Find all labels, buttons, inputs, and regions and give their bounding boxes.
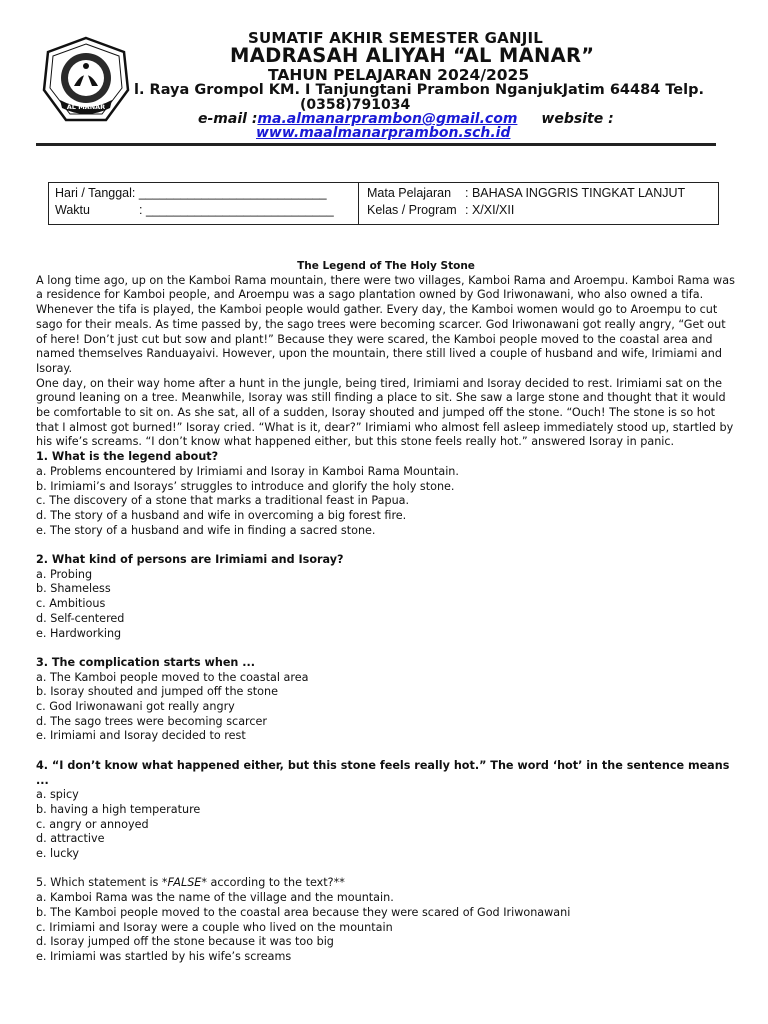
email-label: e-mail : (198, 111, 258, 127)
header-divider (36, 143, 716, 146)
date-blank: ___________________________ (138, 186, 327, 200)
date-label: Hari / Tanggal: (55, 186, 136, 200)
option: d. Isoray jumped off the stone because it was too big (36, 935, 334, 949)
website-line (256, 125, 510, 141)
option: b. Shameless (36, 582, 111, 596)
subject-label: Mata Pelajaran (367, 186, 452, 200)
email-link[interactable]: ma.almanarprambon@gmail.com (257, 111, 518, 127)
school-logo (40, 36, 132, 128)
time-blank: : ___________________________ (139, 203, 334, 217)
option: d. attractive (36, 832, 105, 846)
option: a. spicy (36, 788, 79, 802)
option: a. Kamboi Rama was the name of the village and the mountain. (36, 891, 394, 905)
option: a. The Kamboi people moved to the coastal area (36, 670, 309, 684)
class-label: Kelas / Program (367, 203, 457, 217)
question-text: 1. What is the legend about? (36, 450, 219, 464)
school-address: l. Raya Grompol KM. I Tanjungtani Prambon NganjukJatim 64484 Telp. (134, 82, 704, 98)
question-text: 3. The complication starts when ... (36, 655, 256, 669)
option: c. The discovery of a stone that marks a traditional feast in Papua. (36, 494, 410, 508)
passage-title: The Legend of The Holy Stone (297, 260, 475, 272)
question-4 (36, 759, 736, 862)
option: b. Irimiami’s and Isorays’ struggles to introduce and glorify the holy stone. (36, 479, 455, 493)
option: a. Problems encountered by Irimiami and Isoray in Kamboi Rama Mountain. (36, 464, 459, 478)
subject-value: : BAHASA INGGRIS TINGKAT LANJUT (465, 186, 686, 200)
option: b. having a high temperature (36, 802, 201, 816)
option: d. The story of a husband and wife in overcoming a big forest fire. (36, 508, 407, 522)
question-text: 2. What kind of persons are Irimiami and Isoray? (36, 553, 344, 567)
subject-info-cell (359, 183, 718, 224)
school-phone: (0358)791034 (300, 97, 411, 113)
option: c. Ambitious (36, 597, 106, 611)
question-text-part: * according to the text?** (201, 876, 345, 890)
option: a. Probing (36, 567, 93, 581)
option: b. Isoray shouted and jumped off the stone (36, 685, 279, 699)
option: e. Hardworking (36, 626, 122, 640)
option: e. lucky (36, 847, 80, 861)
passage-paragraph-1: A long time ago, up on the Kamboi Rama mountain, there were two villages, Kamboi Rama and Aroempu. Kamboi Rama was a residence for Kamboi people, and Aroempu was a sago plantation owned by God Iriwonawani, who also owned a tifa. Whenever the tifa is played, the Kamboi people would gather. Every day, the Kamboi women would go to Aroempu to cut sago for their meals. As time passed by, the sago trees were becoming scarcer. God Iriwonawani got really angry, “Get out of here! Don’t just cut but sow and plant!” Because they were scared, the Kamboi people moved to the coastal area and named themselves Randuayaivi. However, upon the mountain, there still lived a couple of husband and wife, Irimiami and Isoray. (36, 273, 735, 375)
exam-content (36, 259, 736, 965)
class-value: : X/XI/XII (465, 203, 515, 217)
question-1 (36, 450, 736, 538)
time-label: Waktu (55, 203, 90, 217)
website-label: website : (541, 111, 614, 127)
question-text: 4. “I don’t know what happened either, but this stone feels really hot.” The word ‘hot’ in the sentence means ... (36, 758, 730, 787)
question-emphasis: FALSE (167, 876, 202, 890)
passage-paragraph-2: One day, on their way home after a hunt in the jungle, being tired, Irimiami and Isoray decided to rest. Irimiami sat on the ground leaning on a tree. Meanwhile, Isoray was still finding a place to sit. She saw a large stone and thought that it would be comfortable to sit on. As she sat, all of a sudden, Isoray shouted and jumped off the stone. “Ouch! The stone is so hot that I almost got burned!” Isoray cried. “What is it, dear?” Irimiami who almost fell asleep immediately stood up, startled by his wife’s screams. “I don’t know what happened either, but this stone feels really hot.” answered Isoray in panic. (36, 376, 734, 449)
academic-year: TAHUN PELAJARAN 2024/2025 (268, 66, 530, 84)
option: e. Irimiami was startled by his wife’s screams (36, 949, 292, 963)
website-link[interactable]: www.maalmanarprambon.sch.id (256, 125, 511, 141)
question-text (36, 876, 736, 891)
question-5 (36, 876, 736, 964)
question-text-part: 5. Which statement is * (36, 876, 168, 890)
option: c. God Iriwonawani got really angry (36, 700, 235, 714)
option: d. Self-centered (36, 611, 125, 625)
option: c. angry or annoyed (36, 817, 149, 831)
exam-title: SUMATIF AKHIR SEMESTER GANJIL (248, 29, 544, 47)
question-2 (36, 553, 736, 641)
question-3 (36, 656, 736, 744)
school-name: MADRASAH ALIYAH “AL MANAR” (230, 44, 595, 67)
student-info-cell (49, 183, 359, 224)
option: c. Irimiami and Isoray were a couple who lived on the mountain (36, 920, 393, 934)
option: e. The story of a husband and wife in finding a sacred stone. (36, 523, 376, 537)
logo-text: AL MANAR (66, 103, 106, 111)
option: e. Irimiami and Isoray decided to rest (36, 729, 246, 743)
option: d. The sago trees were becoming scarcer (36, 714, 268, 728)
exam-info-table (48, 182, 719, 225)
option: b. The Kamboi people moved to the coastal area because they were scared of God Iriwonawani (36, 905, 571, 919)
